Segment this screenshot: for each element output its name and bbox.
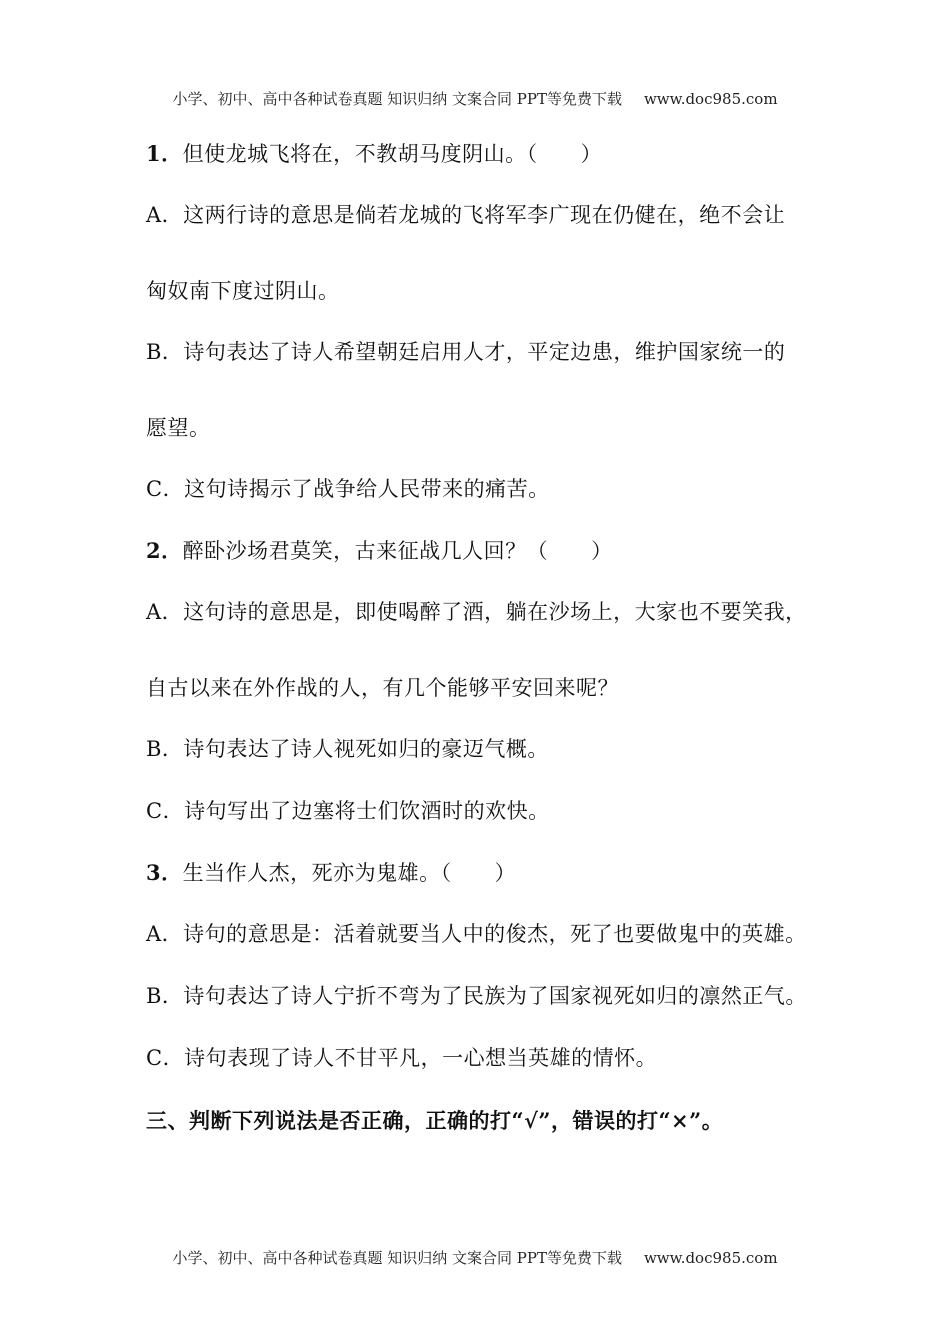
question-3-text: 生当作人杰，死亦为鬼雄。（ ） [182,861,517,885]
question-3-stem [146,857,516,887]
page-header [0,88,950,109]
question-1-option-b-line1: B．诗句表达了诗人希望朝廷启用人才，平定边患，维护国家统一的 [146,340,786,364]
question-1-stem [146,138,602,168]
header-text: 小学、初中、高中各种试卷真题 知识归纳 文案合同 PPT等免费下载 [172,90,622,108]
footer-site-link[interactable]: www.doc985.com [643,1249,778,1267]
header-site-link[interactable]: www.doc985.com [643,90,778,108]
question-3-option-c: C．诗句表现了诗人不甘平凡，一心想当英雄的情怀。 [146,1046,658,1070]
question-2-text: 醉卧沙场君莫笑，古来征战几人回？（ ） [182,539,613,563]
footer-text: 小学、初中、高中各种试卷真题 知识归纳 文案合同 PPT等免费下载 [172,1249,622,1267]
question-1-option-c: C．这句诗揭示了战争给人民带来的痛苦。 [146,477,550,501]
page-footer [0,1247,950,1268]
question-1-text: 但使龙城飞将在，不教胡马度阴山。（ ） [182,142,603,166]
section-3-title: 三、判断下列说法是否正确，正确的打“√”，错误的打“×”。 [146,1108,724,1133]
question-1-option-a-line1: A．这两行诗的意思是倘若龙城的飞将军李广现在仍健在，绝不会让 [146,203,786,227]
question-3-number: 3． [146,860,183,885]
question-2-option-c: C．诗句写出了边塞将士们饮酒时的欢快。 [146,799,550,823]
question-2-option-a-line1: A．这句诗的意思是，即使喝醉了酒，躺在沙场上，大家也不要笑我， [146,600,807,624]
question-1-option-b-line2: 愿望。 [146,416,211,440]
question-1-number: 1． [146,141,183,166]
question-2-option-b: B．诗句表达了诗人视死如归的豪迈气概。 [146,737,549,761]
question-2-stem [146,535,613,565]
question-3-option-a: A．诗句的意思是：活着就要当人中的俊杰，死了也要做鬼中的英雄。 [146,922,807,946]
question-2-number: 2． [146,538,183,563]
question-1-option-a-line2: 匈奴南下度过阴山。 [146,279,340,303]
question-3-option-b: B．诗句表达了诗人宁折不弯为了民族为了国家视死如归的凛然正气。 [146,984,807,1008]
question-2-option-a-line2: 自古以来在外作战的人，有几个能够平安回来呢？ [146,676,619,700]
